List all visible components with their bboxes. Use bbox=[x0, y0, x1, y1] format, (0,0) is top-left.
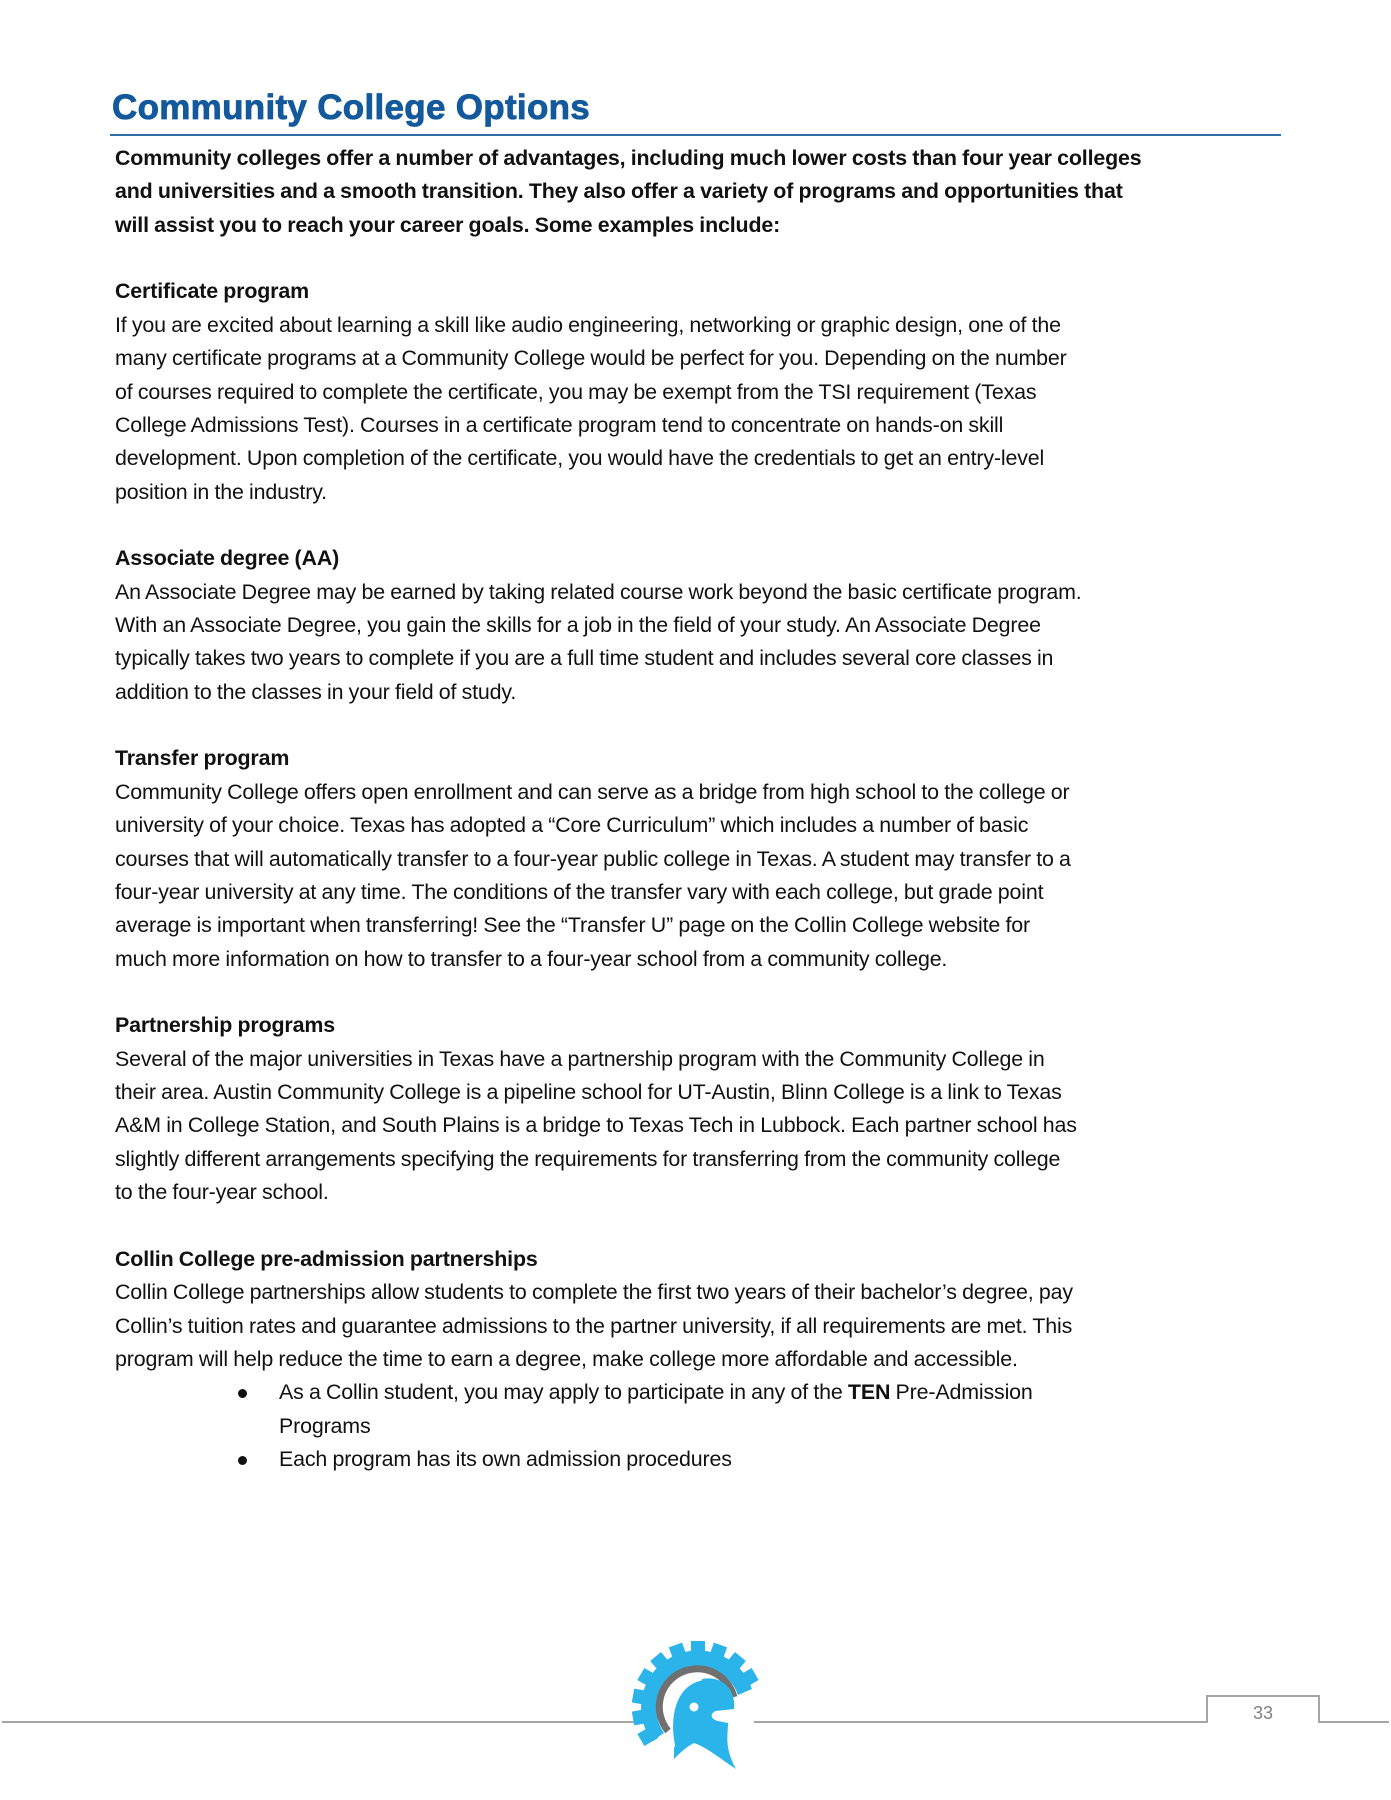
paragraph-line: If you are excited about learning a skill like audio engineering, networking or graphic design, one of the bbox=[115, 312, 1061, 337]
paragraph-line: With an Associate Degree, you gain the skills for a job in the field of your study. An Associate Degree bbox=[115, 613, 1041, 638]
paragraph-line: much more information on how to transfer to a four-year school from a community college. bbox=[115, 946, 948, 971]
paragraph-line: their area. Austin Community College is a pipeline school for UT-Austin, Blinn College is a link to Texas bbox=[115, 1080, 1062, 1105]
page-number-tab bbox=[1206, 1695, 1320, 1723]
bullet-text: Each program has its own admission procedures bbox=[279, 1447, 732, 1472]
bullet-item-continuation bbox=[115, 1410, 1295, 1443]
spartan-helmet-gear-logo-icon bbox=[630, 1635, 760, 1770]
spacer bbox=[115, 242, 1295, 275]
paragraph-line: average is important when transferring! See the “Transfer U” page on the Collin College website for bbox=[115, 913, 1030, 938]
paragraph-line: to the four-year school. bbox=[115, 1180, 329, 1205]
paragraph-line: An Associate Degree may be earned by taking related course work beyond the basic certificate program. bbox=[115, 579, 1082, 604]
paragraph-line: Collin’s tuition rates and guarantee admissions to the partner university, if all requirements are met. This bbox=[115, 1313, 1073, 1338]
spacer bbox=[115, 509, 1295, 542]
paragraph-line: many certificate programs at a Community College would be perfect for you. Depending on the number bbox=[115, 346, 1067, 371]
bullet-item bbox=[115, 1376, 1295, 1409]
paragraph-line: four-year university at any time. The conditions of the transfer vary with each college, but grade point bbox=[115, 879, 1044, 904]
page-number: 33 bbox=[1252, 1703, 1274, 1723]
page-content bbox=[115, 142, 1295, 1476]
footer-rule-middle bbox=[754, 1721, 1206, 1723]
title-underline-rule bbox=[110, 134, 1281, 136]
intro-line: will assist you to reach your career goals. Some examples include: bbox=[115, 212, 781, 237]
paragraph-line: development. Upon completion of the certificate, you would have the credentials to get an entry-level bbox=[115, 446, 1045, 471]
spacer bbox=[115, 976, 1295, 1009]
bullet-text: Programs bbox=[279, 1413, 371, 1438]
footer-rule-left bbox=[2, 1721, 634, 1723]
footer-rule-right bbox=[1318, 1721, 1389, 1723]
section-heading-partnership: Partnership programs bbox=[115, 1013, 335, 1038]
bullet-item bbox=[115, 1443, 1295, 1476]
intro-line: and universities and a smooth transition. They also offer a variety of programs and opportunities that bbox=[115, 179, 1123, 204]
page-title: Community College Options bbox=[112, 88, 591, 127]
bullet-text: Pre-Admission bbox=[890, 1380, 1033, 1405]
paragraph-line: A&M in College Station, and South Plains is a bridge to Texas Tech in Lubbock. Each partner school has bbox=[115, 1113, 1077, 1138]
bullet-icon bbox=[238, 1389, 247, 1398]
spacer bbox=[115, 709, 1295, 742]
section-heading-transfer: Transfer program bbox=[115, 746, 290, 771]
paragraph-line: Collin College partnerships allow students to complete the first two years of their bachelor’s degree, pay bbox=[115, 1280, 1073, 1305]
paragraph-line: Several of the major universities in Texas have a partnership program with the Community College in bbox=[115, 1046, 1045, 1071]
section-heading-certificate: Certificate program bbox=[115, 279, 309, 304]
paragraph-line: program will help reduce the time to earn a degree, make college more affordable and accessible. bbox=[115, 1346, 1018, 1371]
section-heading-collin-preadmission: Collin College pre-admission partnerships bbox=[115, 1246, 538, 1271]
paragraph-line: university of your choice. Texas has adopted a “Core Curriculum” which includes a number of basic bbox=[115, 813, 1029, 838]
paragraph-line: courses that will automatically transfer to a four-year public college in Texas. A student may transfer to a bbox=[115, 846, 1071, 871]
paragraph-line: addition to the classes in your field of study. bbox=[115, 679, 517, 704]
spacer bbox=[115, 1210, 1295, 1243]
bullet-emphasis: TEN bbox=[847, 1380, 891, 1405]
bullet-text: As a Collin student, you may apply to participate in any of the bbox=[279, 1380, 848, 1405]
paragraph-line: typically takes two years to complete if you are a full time student and includes several core classes in bbox=[115, 646, 1054, 671]
paragraph-line: position in the industry. bbox=[115, 479, 327, 504]
section-heading-associate: Associate degree (AA) bbox=[115, 546, 340, 571]
paragraph-line: of courses required to complete the certificate, you may be exempt from the TSI requirement (Texas bbox=[115, 379, 1037, 404]
paragraph-line: slightly different arrangements specifying the requirements for transferring from the community college bbox=[115, 1146, 1061, 1171]
intro-line: Community colleges offer a number of advantages, including much lower costs than four year colleges bbox=[115, 146, 1142, 170]
paragraph-line: Community College offers open enrollment and can serve as a bridge from high school to the college or bbox=[115, 779, 1070, 804]
paragraph-line: College Admissions Test). Courses in a certificate program tend to concentrate on hands-on skill bbox=[115, 412, 1004, 437]
bullet-icon bbox=[238, 1456, 247, 1465]
